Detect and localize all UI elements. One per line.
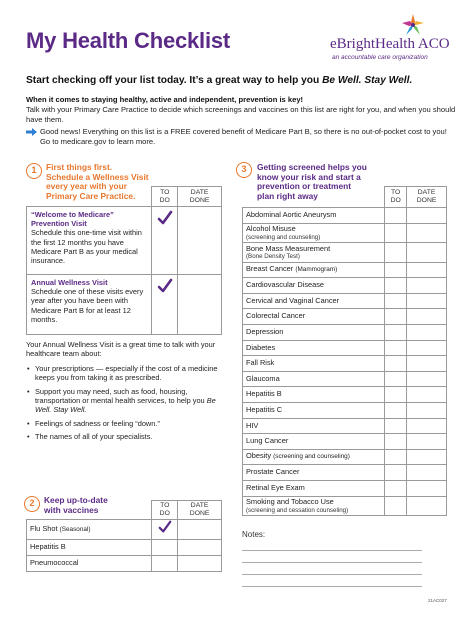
todo-column-header [152,501,178,520]
screening-todo-checkbox[interactable] [385,434,407,450]
screening-subtext: (screening and cessation counseling) [246,506,349,514]
screening-todo-checkbox[interactable] [385,340,407,356]
notes-line[interactable] [242,539,422,551]
section-3-heading-line-4: plan right away [257,190,318,201]
annual-visit-body: Schedule one of these visits every year after you have been with Medicare Part B for at least 12 months. [31,287,144,324]
screening-date-field[interactable] [407,418,447,434]
welcome-visit-todo-checkbox[interactable] [152,207,178,275]
wellness-topic-list [26,364,226,442]
screening-date-field[interactable] [407,356,447,372]
screening-name-cell [243,496,385,516]
table-row [27,207,222,275]
pneumococcal-name: Pneumococcal [27,556,152,572]
date-done-column-header [407,187,447,208]
screening-name: Depression [246,326,284,336]
todo-header-line-2: DO [159,510,170,517]
hepatitis-b-vaccine-date-field[interactable] [178,540,222,556]
screening-name-cell [243,356,385,372]
screening-date-field[interactable] [407,309,447,325]
table-row [27,540,222,556]
annual-visit-cell [27,275,152,335]
talk-line: Talk with your Primary Care Practice to decide which screenings and vaccines on this list are right for you, and when you should have them. [26,105,456,124]
pneumococcal-todo-checkbox[interactable] [152,556,178,572]
section-3-header-spacer [243,187,385,208]
table-row [243,293,447,309]
table-row [243,371,447,387]
section-1-heading-line-1: First things first. [46,162,113,172]
notes-line[interactable] [242,575,422,587]
wellness-visit-topics [26,340,226,446]
page-title: My Health Checklist [26,28,231,53]
table-row [27,556,222,572]
section-2-header-spacer [27,501,152,520]
todo-column-header [152,187,178,207]
date-header-line-2: DONE [189,510,210,517]
screening-date-field[interactable] [407,402,447,418]
screening-todo-checkbox[interactable] [385,324,407,340]
section-2-number: 2 [24,496,40,512]
screening-date-field[interactable] [407,387,447,403]
screening-name-cell [243,208,385,224]
date-done-column-header [178,187,222,207]
screening-date-field[interactable] [407,324,447,340]
screening-name: Diabetes [246,342,276,352]
screening-date-field[interactable] [407,208,447,224]
table-row [27,275,222,335]
list-item: • The names of all of your specialists. [26,432,226,441]
section-2-heading-line-2: with vaccines [44,504,99,515]
screening-subtext: (Bone Density Test) [246,253,300,261]
screening-name-cell [243,402,385,418]
screening-todo-checkbox[interactable] [385,309,407,325]
flu-shot-name: Flu Shot [30,523,58,533]
screening-name: Hepatitis C [246,404,283,414]
screening-name: Lung Cancer [246,436,289,446]
screening-name-cell [243,480,385,496]
screening-date-field[interactable] [407,293,447,309]
section-3-heading-line-3: prevention or treatment [257,181,352,192]
flu-shot-sub: (Seasonal) [59,525,91,533]
screening-subtext: (screening and counseling) [246,233,321,241]
flu-shot-date-field[interactable] [178,520,222,540]
checkmark-icon [157,278,173,294]
table-row [243,223,447,243]
section-1-number: 1 [26,163,42,179]
screening-todo-checkbox[interactable] [385,293,407,309]
document-code: 21AC027 [428,598,447,603]
screening-date-field[interactable] [407,480,447,496]
welcome-visit-date-field[interactable] [178,207,222,275]
screening-name-cell [243,223,385,243]
todo-header-line-1: TO [391,189,401,196]
section-1-header-spacer [27,187,152,207]
list-item: • Feelings of sadness or feeling “down.” [26,419,226,428]
table-row [243,402,447,418]
wellness-intro: Your Annual Wellness Visit is a great time to talk with your healthcare team about: [26,340,216,359]
screening-name: Smoking and Tobacco Use [246,496,334,506]
screening-date-field[interactable] [407,278,447,294]
table-row [243,480,447,496]
table-row [243,324,447,340]
lead-emphasis: Be Well. Stay Well. [322,75,413,86]
screening-date-field[interactable] [407,262,447,278]
screening-date-field[interactable] [407,340,447,356]
screening-name-cell [243,262,385,278]
screening-name-cell [243,293,385,309]
table-row [243,262,447,278]
date-header-line-1: DATE [190,188,209,196]
table-row [243,465,447,481]
date-header-line-2: DONE [189,196,210,204]
arrow-right-icon [26,128,37,136]
screening-todo-checkbox[interactable] [385,243,407,263]
screening-subtext: (screening and counseling) [273,453,350,461]
screening-name: Alcohol Misuse [246,224,296,234]
todo-header-line-1: TO [160,188,170,196]
screening-todo-checkbox[interactable] [385,356,407,372]
screening-name: HIV [246,420,259,430]
screening-todo-checkbox[interactable] [385,371,407,387]
flu-shot-todo-checkbox[interactable] [152,520,178,540]
screening-name: Bone Mass Measurement [246,243,331,253]
notes-line[interactable] [242,551,422,563]
table-row [243,434,447,450]
screening-date-field[interactable] [407,496,447,516]
welcome-visit-title: “Welcome to Medicare” Prevention Visit [31,210,114,229]
screening-name: Breast Cancer [246,264,294,274]
screening-subtext: (Mammogram) [295,266,338,274]
table-row [243,208,447,224]
bullet-2-text: Support you may need, such as food, housing, transportation or mental health services, to help you [35,386,207,406]
screening-name-cell [243,387,385,403]
good-news-text: Good news! Everything on this list is a FREE covered benefit of Medicare Part B, so there is no out-of-pocket cost to you! Go to medicare.gov to learn more. [40,127,447,146]
screening-name: Obesity [246,451,272,461]
list-item [26,387,226,415]
screening-todo-checkbox[interactable] [385,262,407,278]
table-row [243,387,447,403]
screening-date-field[interactable] [407,465,447,481]
screening-todo-checkbox[interactable] [385,480,407,496]
logo-star-icon [402,14,424,36]
screening-todo-checkbox[interactable] [385,223,407,243]
screening-date-field[interactable] [407,371,447,387]
logo-name: eBrightHealth ACO [330,36,450,52]
screening-todo-checkbox[interactable] [385,387,407,403]
annual-visit-date-field[interactable] [178,275,222,335]
table-row [243,309,447,325]
screening-todo-checkbox[interactable] [385,449,407,465]
welcome-visit-body: Schedule this one-time visit within the first 12 months you have Medicare Part B as your medical insurance. [31,228,142,266]
table-row [243,243,447,263]
key-line: When it comes to staying healthy, active and independent, prevention is key! [26,95,304,104]
screening-todo-checkbox[interactable] [385,208,407,224]
date-header-line-1: DATE [190,502,209,509]
table-row [243,496,447,516]
date-header-line-2: DONE [416,197,437,204]
date-header-line-1: DATE [417,189,436,196]
table-row [27,520,222,540]
screening-todo-checkbox[interactable] [385,418,407,434]
flu-shot-cell [27,520,152,540]
welcome-visit-cell [27,207,152,275]
section-1-heading-line-2: Schedule a Wellness Visit [46,171,149,182]
annual-visit-todo-checkbox[interactable] [152,275,178,335]
pneumococcal-date-field[interactable] [178,556,222,572]
table-row [243,278,447,294]
brand-logo [330,14,465,64]
table-row [243,418,447,434]
screening-name-cell [243,434,385,450]
screening-todo-checkbox[interactable] [385,496,407,516]
notes-line[interactable] [242,563,422,575]
section-1-heading-line-4: Primary Care Practice. [46,190,136,201]
screening-todo-checkbox[interactable] [385,402,407,418]
hepatitis-b-vaccine-todo-checkbox[interactable] [152,540,178,556]
section-3-table [242,186,447,516]
intro-paragraph [26,95,456,125]
screening-date-field[interactable] [407,449,447,465]
screening-name-cell [243,243,385,263]
screening-name-cell [243,449,385,465]
screening-name-cell [243,418,385,434]
date-done-column-header [178,501,222,520]
screening-name: Glaucoma [246,373,280,383]
hepatitis-b-vaccine-name: Hepatitis B [27,540,152,556]
lead-sentence [26,75,412,86]
checkmark-icon [157,210,173,226]
screening-name: Colorectal Cancer [246,311,306,321]
checkmark-icon [158,520,172,534]
screening-name: Cervical and Vaginal Cancer [246,295,340,305]
good-news-note [26,127,456,147]
notes-area [242,530,422,587]
section-3-heading-line-2: know your risk and start a [257,171,361,182]
logo-tagline: an accountable care organization [332,54,428,61]
section-3-heading-line-1: Getting screened helps you [257,162,367,172]
bullet-2-emphasis: Be Well. Stay Well. [35,396,216,415]
screening-todo-checkbox[interactable] [385,465,407,481]
todo-header-line-2: DO [159,196,170,204]
section-2-table [26,500,222,572]
screening-name-cell [243,340,385,356]
screening-name-cell [243,371,385,387]
notes-label: Notes: [242,530,266,539]
todo-header-line-1: TO [160,502,170,509]
todo-header-line-2: DO [390,197,401,204]
screening-date-field[interactable] [407,243,447,263]
todo-column-header [385,187,407,208]
screening-name: Fall Risk [246,358,275,368]
screening-name: Prostate Cancer [246,467,300,477]
list-item: • Your prescriptions — especially if the cost of a medicine keeps you from taking it as prescribed. [26,364,226,383]
lead-text: Start checking off your list today. It’s a great way to help you [26,75,323,86]
screening-date-field[interactable] [407,434,447,450]
screening-name-cell [243,278,385,294]
table-row [243,449,447,465]
screening-todo-checkbox[interactable] [385,278,407,294]
screening-name-cell [243,465,385,481]
table-row [243,340,447,356]
screening-date-field[interactable] [407,223,447,243]
screening-name: Retinal Eye Exam [246,482,305,492]
screening-name-cell [243,324,385,340]
screening-name: Cardiovascular Disease [246,280,325,290]
section-2-heading-line-1: Keep up-to-date [44,495,108,505]
screening-name: Abdominal Aortic Aneurysm [246,210,337,219]
section-3-number: 3 [236,162,252,178]
annual-visit-title: Annual Wellness Visit [31,278,108,287]
screening-name-cell [243,309,385,325]
table-row [243,356,447,372]
screening-name: Hepatitis B [246,389,282,399]
section-1-heading-line-3: every year with your [46,181,127,192]
section-1-table [26,186,222,335]
